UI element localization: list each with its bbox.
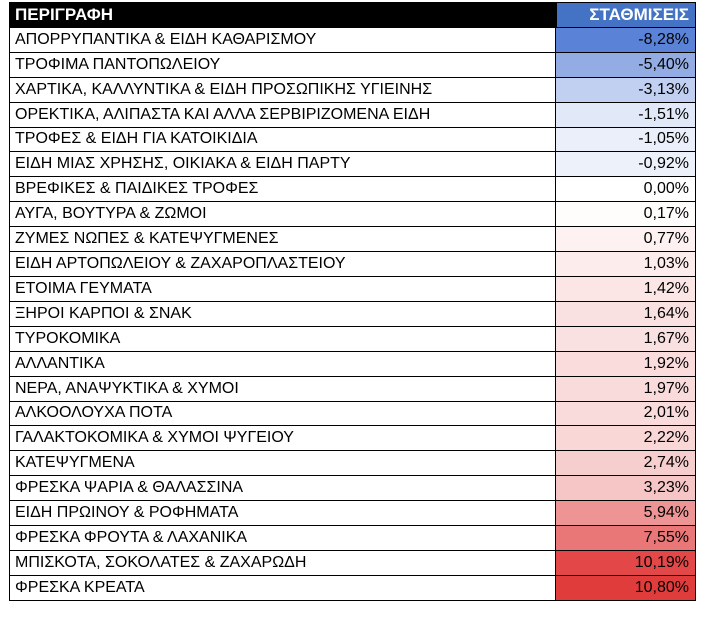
row-weight-value: -1,05% [556,127,696,152]
row-weight-value: 1,64% [556,301,696,326]
row-weight-value: 1,67% [556,326,696,351]
row-description: ΦΡΕΣΚΑ ΚΡΕΑΤΑ [10,575,556,600]
row-weight-value: 7,55% [556,526,696,551]
row-weight-value: 0,00% [556,177,696,202]
row-description: ΦΡΕΣΚΑ ΨΑΡΙΑ & ΘΑΛΑΣΣΙΝΑ [10,476,556,501]
row-weight-value: -0,92% [556,152,696,177]
table-row [10,102,696,127]
row-weight-value: 2,22% [556,426,696,451]
table-row [10,252,696,277]
row-description: ΖΥΜΕΣ ΝΩΠΕΣ & ΚΑΤΕΨΥΓΜΕΝΕΣ [10,227,556,252]
row-weight-value: 2,74% [556,451,696,476]
row-description: ΕΙΔΗ ΠΡΩΙΝΟΥ & ΡΟΦΗΜΑΤΑ [10,501,556,526]
row-description: ΤΡΟΦΕΣ & ΕΙΔΗ ΓΙΑ ΚΑΤΟΙΚΙΔΙΑ [10,127,556,152]
table-row [10,152,696,177]
table-row [10,476,696,501]
row-weight-value: 10,80% [556,575,696,600]
row-weight-value: 5,94% [556,501,696,526]
row-weight-value: 1,92% [556,351,696,376]
row-description: ΧΑΡΤΙΚΑ, ΚΑΛΛΥΝΤΙΚΑ & ΕΙΔΗ ΠΡΟΣΩΠΙΚΗΣ ΥΓΙΕΙΝΗΣ [10,77,556,102]
row-description: ΒΡΕΦΙΚΕΣ & ΠΑΙΔΙΚΕΣ ΤΡΟΦΕΣ [10,177,556,202]
row-description: ΑΥΓΑ, ΒΟΥΤΥΡΑ & ΖΩΜΟΙ [10,202,556,227]
table-row [10,426,696,451]
weights-column-header: ΣΤΑΘΜΙΣΕΙΣ [556,3,696,28]
row-weight-value: 1,03% [556,252,696,277]
row-weight-value: -5,40% [556,52,696,77]
row-weight-value: -8,28% [556,27,696,52]
table-row [10,451,696,476]
row-weight-value: 3,23% [556,476,696,501]
row-weight-value: 10,19% [556,550,696,575]
row-weight-value: -1,51% [556,102,696,127]
table-body [10,27,696,600]
row-weight-value: 1,42% [556,276,696,301]
row-description: ΝΕΡΑ, ΑΝΑΨΥΚΤΙΚΑ & ΧΥΜΟΙ [10,376,556,401]
table-row [10,77,696,102]
table-row [10,52,696,77]
table-row [10,575,696,600]
row-description: ΞΗΡΟΙ ΚΑΡΠΟΙ & ΣΝΑΚ [10,301,556,326]
table-row [10,27,696,52]
weights-table [9,2,696,601]
row-description: ΑΠΟΡΡΥΠΑΝΤΙΚΑ & ΕΙΔΗ ΚΑΘΑΡΙΣΜΟΥ [10,27,556,52]
table-row [10,177,696,202]
row-description: ΤΡΟΦΙΜΑ ΠΑΝΤΟΠΩΛΕΙΟΥ [10,52,556,77]
row-description: ΑΛΚΟΟΛΟΥΧΑ ΠΟΤΑ [10,401,556,426]
row-description: ΤΥΡΟΚΟΜΙΚΑ [10,326,556,351]
row-description: ΟΡΕΚΤΙΚΑ, ΑΛΙΠΑΣΤΑ ΚΑΙ ΑΛΛΑ ΣΕΡΒΙΡΙΖΟΜΕΝΑ ΕΙΔΗ [10,102,556,127]
row-description: ΕΤΟΙΜΑ ΓΕΥΜΑΤΑ [10,276,556,301]
table-row [10,501,696,526]
table-row [10,227,696,252]
table-row [10,526,696,551]
row-description: ΦΡΕΣΚΑ ΦΡΟΥΤΑ & ΛΑΧΑΝΙΚΑ [10,526,556,551]
row-weight-value: -3,13% [556,77,696,102]
row-weight-value: 2,01% [556,401,696,426]
row-weight-value: 1,97% [556,376,696,401]
row-weight-value: 0,17% [556,202,696,227]
table-row [10,202,696,227]
row-description: ΚΑΤΕΨΥΓΜΕΝΑ [10,451,556,476]
table-row [10,376,696,401]
description-column-header: ΠΕΡΙΓΡΑΦΗ [10,3,556,28]
row-description: ΜΠΙΣΚΟΤΑ, ΣΟΚΟΛΑΤΕΣ & ΖΑΧΑΡΩΔΗ [10,550,556,575]
table-row [10,401,696,426]
table-row [10,550,696,575]
row-description: ΓΑΛΑΚΤΟΚΟΜΙΚΑ & ΧΥΜΟΙ ΨΥΓΕΙΟΥ [10,426,556,451]
table-row [10,276,696,301]
table-row [10,127,696,152]
table-row [10,301,696,326]
row-description: ΑΛΛΑΝΤΙΚΑ [10,351,556,376]
table-row [10,326,696,351]
table-header-row [10,3,696,28]
table-row [10,351,696,376]
row-description: ΕΙΔΗ ΑΡΤΟΠΩΛΕΙΟΥ & ΖΑΧΑΡΟΠΛΑΣΤΕΙΟΥ [10,252,556,277]
row-weight-value: 0,77% [556,227,696,252]
row-description: ΕΙΔΗ ΜΙΑΣ ΧΡΗΣΗΣ, ΟΙΚΙΑΚΑ & ΕΙΔΗ ΠΑΡΤΥ [10,152,556,177]
